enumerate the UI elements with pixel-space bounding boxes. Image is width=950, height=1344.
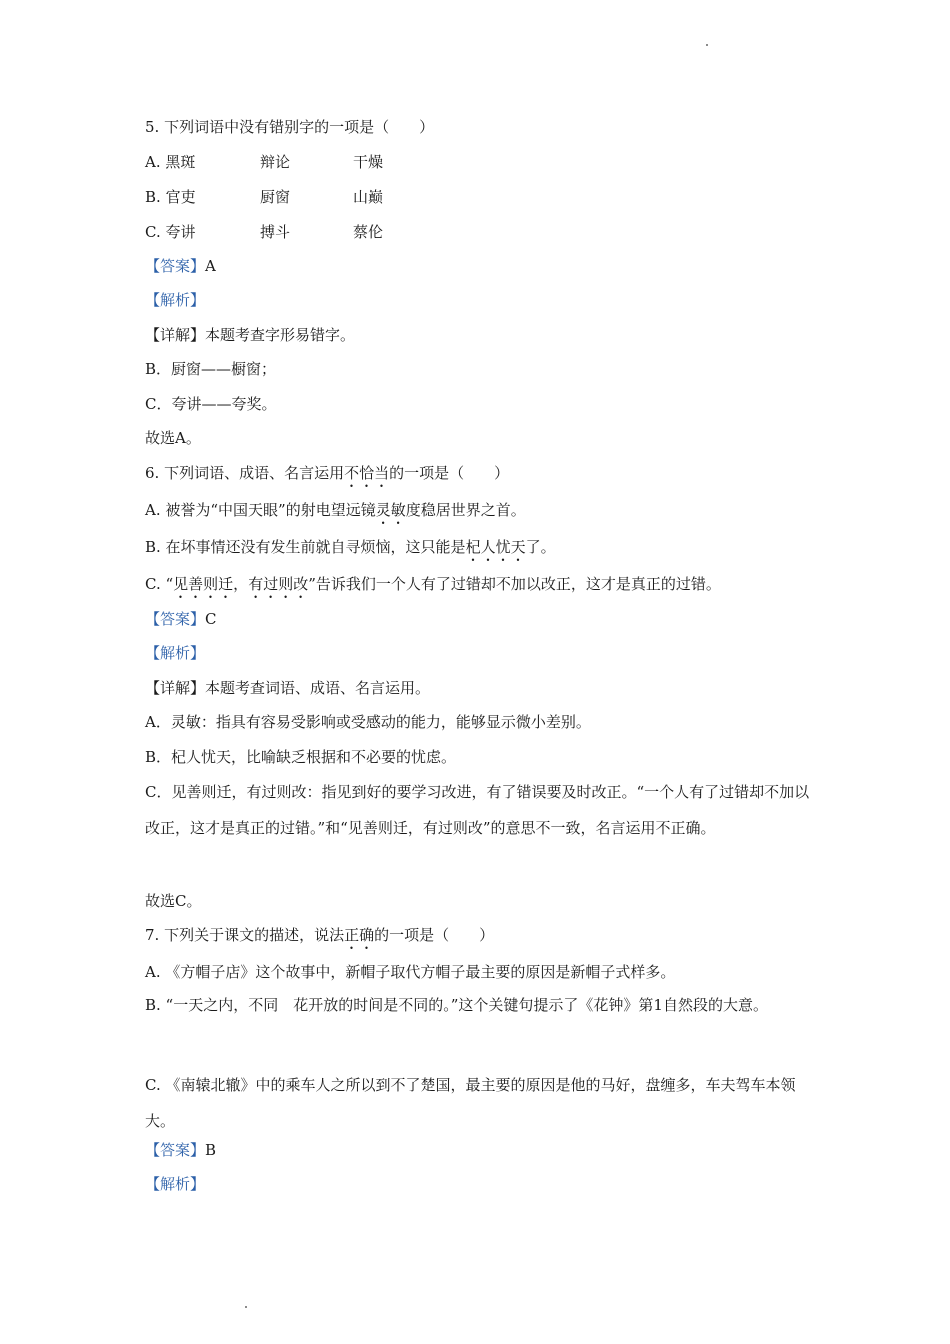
- q5-option-b: [145, 186, 383, 208]
- q6-stem: 6. 下列词语、成语、名言运用不恰当的一项是（ ）: [145, 464, 510, 482]
- q5-option-a: [145, 151, 383, 173]
- q5-detail: 【详解】本题考查字形易错字。: [145, 326, 356, 344]
- q5-answer: 【答案】A: [145, 257, 216, 275]
- q6-detail: 【详解】本题考查词语、成语、名言运用。: [145, 679, 431, 697]
- q5-option-c: [145, 221, 383, 243]
- q7-answer: 【答案】B: [145, 1141, 217, 1159]
- option-text: B. 官吏: [145, 188, 196, 206]
- option-text: C. 夸讲: [145, 223, 196, 241]
- q7-option-a: A. 《方帽子店》这个故事中，新帽子取代方帽子最主要的原因是新帽子式样多。: [145, 963, 676, 981]
- option-text: 干燥: [353, 153, 384, 171]
- option-text: 搏斗: [260, 223, 291, 241]
- q7-option-c: C. 《南辕北辙》中的乘车人之所以到不了楚国，最主要的原因是他的马好，盘缠多，车夫驾车本领大。: [145, 1076, 796, 1130]
- page-mark-bottom: [245, 1306, 247, 1308]
- page-mark-top: [706, 44, 708, 46]
- q6-option-b: B. 在坏事情还没有发生前就自寻烦恼，这只能是杞人忧天了。: [145, 538, 556, 556]
- q6-note-c: C．见善则迁，有过则改：指见到好的要学习改进，有了错误要及时改正。“一个人有了过错却不加以改正，这才是真正的过错。”和“见善则迁，有过则改”的意思不一致，名言运用不正确。: [145, 783, 810, 837]
- q5-analysis-tag: 【解析】: [145, 291, 206, 309]
- q5-note-b: B．厨窗——橱窗；: [145, 360, 277, 378]
- q6-note-a: A．灵敏：指具有容易受影响或受感动的能力，能够显示微小差别。: [145, 713, 591, 731]
- option-text: A. 黑斑: [145, 153, 196, 171]
- option-text: 厨窗: [260, 188, 291, 206]
- q6-answer: 【答案】C: [145, 610, 217, 628]
- q5-stem: 5. 下列词语中没有错别字的一项是（ ）: [145, 118, 435, 136]
- q5-conclusion: 故选A。: [145, 429, 201, 447]
- option-text: 蔡伦: [353, 223, 384, 241]
- q6-note-b: B．杞人忧天，比喻缺乏根据和不必要的忧虑。: [145, 748, 457, 766]
- q6-analysis-tag: 【解析】: [145, 644, 206, 662]
- q6-conclusion: 故选C。: [145, 892, 202, 910]
- q5-note-c: C．夸讲——夸奖。: [145, 395, 277, 413]
- q7-analysis-tag: 【解析】: [145, 1175, 206, 1193]
- option-text: 辩论: [260, 153, 291, 171]
- q7-option-b: B. “一天之内，不同 花开放的时间是不同的。”这个关键句提示了《花钟》第1自然段的大意。: [145, 996, 768, 1014]
- option-text: 山巅: [353, 188, 384, 206]
- q6-option-c: C. “见善则迁，有过则改”告诉我们一个人有了过错却不加以改正，这才是真正的过错。: [145, 575, 721, 593]
- q6-option-a: A. 被誉为“中国天眼”的射电望远镜灵敏度稳居世界之首。: [145, 501, 526, 519]
- q7-stem: 7. 下列关于课文的描述，说法正确的一项是（ ）: [145, 926, 495, 944]
